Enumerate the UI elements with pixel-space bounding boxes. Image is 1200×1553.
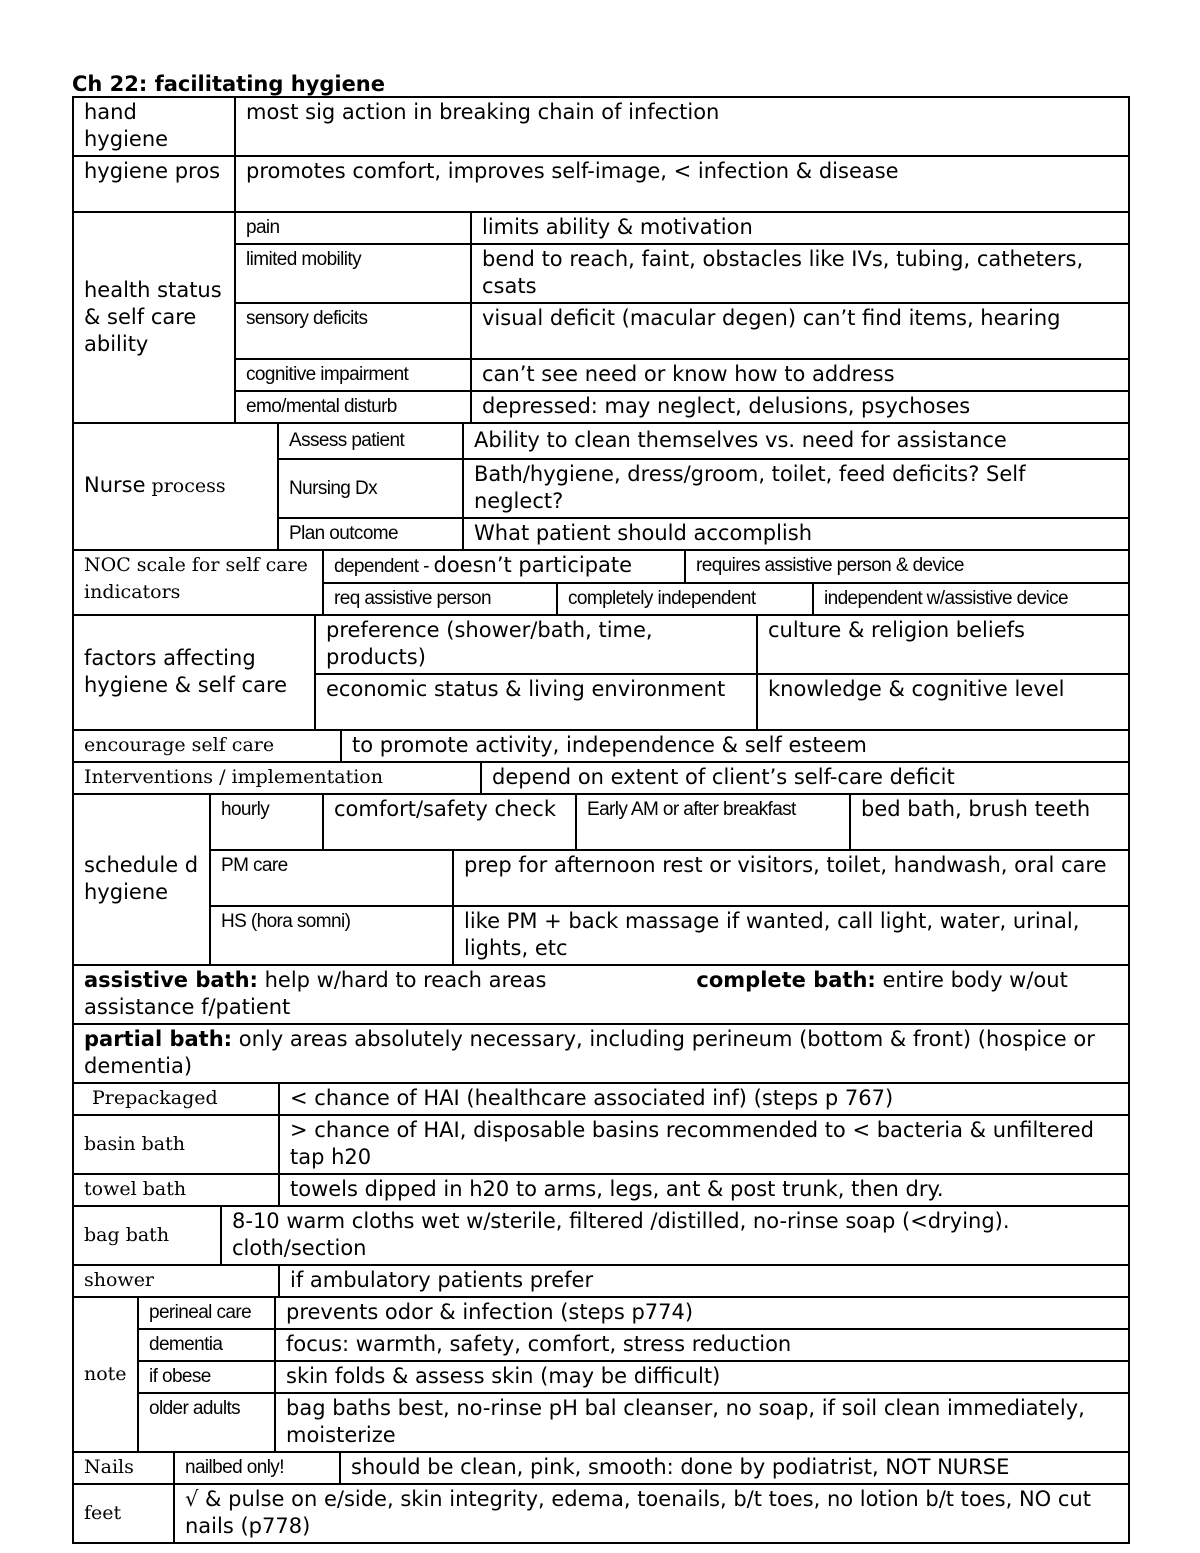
schedule-hs-value: like PM + back massage if wanted, call light, water, urinal, lights, etc	[453, 906, 1129, 965]
scheduled-label: schedule d hygiene	[73, 794, 210, 965]
noc-scale-table	[324, 551, 1128, 582]
factors-table	[72, 614, 1130, 731]
bath-detail-shower: if ambulatory patients prefer	[279, 1265, 1129, 1297]
factor-economic: economic status & living environment	[315, 674, 757, 730]
hygiene-pros-value: promotes comfort, improves self-image, < infection & disease	[235, 156, 1129, 212]
nurse-step-plan: Plan outcome	[278, 518, 463, 550]
interventions-label: Interventions / implementation	[73, 762, 481, 794]
page-title: Ch 22: facilitating hygiene	[72, 72, 386, 96]
health-factor-cognitive: cognitive impairment	[235, 359, 471, 391]
noc-requires-device: requires assistive person & device	[696, 555, 964, 576]
encourage-table	[72, 729, 1130, 763]
assistive-complete-bath	[73, 965, 1129, 1024]
noc-dependent-b: doesn’t participate	[433, 553, 633, 577]
nurse-step-dx: Nursing Dx	[278, 459, 463, 518]
hand-hygiene-label: hand hygiene	[73, 97, 235, 156]
partial-bath-label: partial bath:	[84, 1027, 233, 1051]
encourage-value: to promote activity, independence & self esteem	[341, 730, 1129, 762]
interventions-value: depend on extent of client’s self-care deficit	[481, 762, 1129, 794]
nurse-process-table	[72, 422, 1130, 551]
nurse-detail-plan: What patient should accomplish	[463, 518, 1129, 550]
factors-label: factors affecting hygiene & self care	[73, 615, 315, 730]
nails-table	[72, 1451, 1130, 1485]
noc-dependent	[324, 551, 685, 582]
nurse-process-label-a: Nurse	[84, 473, 146, 497]
health-effect-mobility: bend to reach, faint, obstacles like IVs, tubing, catheters, csats	[471, 244, 1129, 303]
bath-type-prepackaged: Prepackaged	[73, 1083, 279, 1115]
bath-type-towel: towel bath	[73, 1174, 279, 1206]
nurse-process-label	[73, 423, 278, 550]
bath-type-shower: shower	[73, 1265, 279, 1297]
bath-types-table-c	[72, 1264, 1130, 1298]
assistive-bath-label: assistive bath:	[84, 968, 258, 992]
health-effect-sensory: visual deficit (macular degen) can’t find items, hearing	[471, 303, 1129, 359]
partial-bath-value: only areas absolutely necessary, including perineum (bottom & front) (hospice or dementia)	[84, 1027, 1095, 1078]
health-factor-pain: pain	[235, 212, 471, 244]
factor-preference: preference (shower/bath, time, products)	[315, 615, 757, 674]
encourage-label: encourage self care	[73, 730, 341, 762]
feet-label: feet	[73, 1484, 174, 1543]
bath-detail-towel: towels dipped in h20 to arms, legs, ant & post trunk, then dry.	[279, 1174, 1129, 1206]
note-detail-obese: skin folds & assess skin (may be difficult)	[275, 1361, 1129, 1393]
health-status-table	[72, 211, 1130, 424]
health-effect-emotional: depressed: may neglect, delusions, psychoses	[471, 391, 1129, 423]
assistive-bath-value: help w/hard to reach areas	[257, 968, 547, 992]
hand-hygiene-value: most sig action in breaking chain of infection	[235, 97, 1129, 156]
bath-types-table-b	[72, 1205, 1130, 1266]
nails-sub: nailbed only!	[174, 1452, 340, 1484]
noc-scale-table-2	[324, 582, 1128, 614]
nurse-detail-assess: Ability to clean themselves vs. need for assistance	[463, 423, 1129, 459]
schedule-hourly: hourly	[210, 794, 323, 850]
health-status-label: health status & self care ability	[73, 212, 235, 423]
schedule-hourly-value: comfort/safety check	[323, 794, 576, 850]
note-detail-older: bag baths best, no-rinse pH bal cleanser, no soap, if soil clean immediately, moisterize	[275, 1393, 1129, 1452]
complete-bath-value: entire body w/out assistance f/patient	[84, 968, 1068, 1019]
bath-detail-bag: 8-10 warm cloths wet w/sterile, filtered /distilled, no-rinse soap (<drying). cloth/section	[221, 1206, 1129, 1265]
complete-bath-label: complete bath:	[696, 968, 876, 992]
schedule-pm-value: prep for afternoon rest or visitors, toilet, handwash, oral care	[453, 850, 1129, 906]
note-table	[72, 1296, 1130, 1453]
note-topic-older: older adults	[138, 1393, 275, 1452]
nails-label: Nails	[73, 1452, 174, 1484]
nurse-detail-dx: Bath/hygiene, dress/groom, toilet, feed deficits? Self neglect?	[463, 459, 1129, 518]
nurse-step-assess: Assess patient	[278, 423, 463, 459]
health-effect-cognitive: can’t see need or know how to address	[471, 359, 1129, 391]
interventions-table	[72, 761, 1130, 795]
noc-label: NOC scale for self care indicators	[73, 550, 323, 615]
factor-knowledge: knowledge & cognitive level	[757, 674, 1129, 730]
noc-req-person: req assistive person	[324, 583, 557, 614]
factor-culture: culture & religion beliefs	[757, 615, 1129, 674]
bath-type-bag: bag bath	[73, 1206, 221, 1265]
note-topic-obese: if obese	[138, 1361, 275, 1393]
feet-value: √ & pulse on e/side, skin integrity, edema, toenails, b/t toes, no lotion b/t toes, NO cut nails (p778)	[174, 1484, 1129, 1543]
bath-type-basin: basin bath	[73, 1115, 279, 1174]
note-topic-dementia: dementia	[138, 1329, 275, 1361]
bath-summary-table	[72, 964, 1130, 1084]
partial-bath	[73, 1024, 1129, 1083]
schedule-early: Early AM or after breakfast	[576, 794, 850, 850]
note-topic-perineal: perineal care	[138, 1297, 275, 1329]
hygiene-pros-label: hygiene pros	[73, 156, 235, 212]
hygiene-notes-sheet	[72, 98, 1130, 1544]
health-factor-mobility: limited mobility	[235, 244, 471, 303]
schedule-early-value: bed bath, brush teeth	[850, 794, 1129, 850]
bath-detail-prepackaged: < chance of HAI (healthcare associated inf) (steps p 767)	[279, 1083, 1129, 1115]
bath-types-table-a	[72, 1082, 1130, 1207]
noc-dependent-a: dependent -	[334, 556, 434, 577]
health-factor-emotional: emo/mental disturb	[235, 391, 471, 423]
nurse-process-label-b: process	[145, 475, 226, 497]
feet-table	[72, 1483, 1130, 1544]
health-factor-sensory: sensory deficits	[235, 303, 471, 359]
scheduled-hygiene-table	[72, 793, 1130, 966]
note-detail-perineal: prevents odor & infection (steps p774)	[275, 1297, 1129, 1329]
noc-table	[72, 549, 1130, 616]
hygiene-basics-table	[72, 96, 1130, 213]
note-detail-dementia: focus: warmth, safety, comfort, stress reduction	[275, 1329, 1129, 1361]
noc-independent: completely independent	[557, 583, 813, 614]
health-effect-pain: limits ability & motivation	[471, 212, 1129, 244]
nails-value: should be clean, pink, smooth: done by podiatrist, NOT NURSE	[340, 1452, 1129, 1484]
noc-scale	[323, 550, 1129, 615]
schedule-hs: HS (hora somni)	[210, 906, 453, 965]
noc-independent-device: independent w/assistive device	[824, 588, 1068, 609]
bath-detail-basin: > chance of HAI, disposable basins recommended to < bacteria & unfiltered tap h20	[279, 1115, 1129, 1174]
note-label: note	[73, 1297, 138, 1452]
schedule-pm: PM care	[210, 850, 453, 906]
